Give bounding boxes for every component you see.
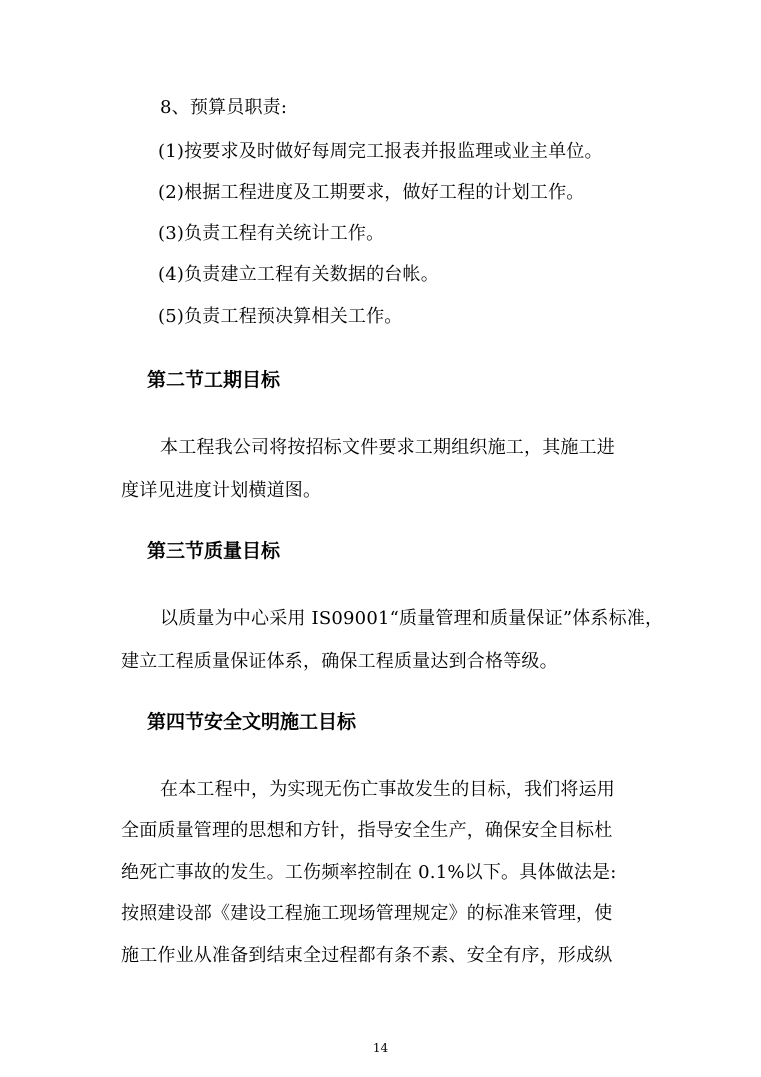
- section-8-title: 8、预算员职责:: [160, 97, 288, 118]
- page-number: 14: [372, 1041, 389, 1055]
- heading-quality-target: 第三节质量目标: [147, 540, 281, 562]
- heading-schedule-target: 第二节工期目标: [147, 369, 281, 391]
- heading-safety-target: 第四节安全文明施工目标: [147, 711, 357, 733]
- safety-paragraph-line-2: 全面质量管理的思想和方针，指导安全生产，确保安全目标杜: [121, 820, 613, 841]
- safety-paragraph-line-3: 绝死亡事故的发生。工伤频率控制在 0.1%以下。具体做法是:: [121, 862, 617, 883]
- schedule-paragraph-line-2: 度详见进度计划横道图。: [121, 480, 322, 501]
- quality-paragraph-line-1: 以质量为中心采用 IS09001“质量管理和质量保证”体系标准，: [160, 608, 664, 629]
- duty-item-4: (4)负责建立工程有关数据的台帐。: [158, 264, 439, 285]
- schedule-paragraph-line-1: 本工程我公司将按招标文件要求工期组织施工，其施工进: [160, 437, 615, 458]
- duty-item-1: (1)按要求及时做好每周完工报表并报监理或业主单位。: [158, 141, 603, 162]
- quality-paragraph-line-2: 建立工程质量保证体系，确保工程质量达到合格等级。: [121, 651, 558, 672]
- duty-item-5: (5)负责工程预决算相关工作。: [158, 306, 403, 327]
- safety-paragraph-line-4: 按照建设部《建设工程施工现场管理规定》的标准来管理，使: [121, 903, 613, 924]
- duty-item-2: (2)根据工程进度及工期要求，做好工程的计划工作。: [158, 182, 585, 203]
- safety-paragraph-line-5: 施工作业从准备到结束全过程都有条不素、安全有序，形成纵: [121, 945, 613, 966]
- safety-paragraph-line-1: 在本工程中，为实现无伤亡事故发生的目标，我们将运用: [160, 779, 615, 800]
- duty-item-3: (3)负责工程有关统计工作。: [158, 223, 385, 244]
